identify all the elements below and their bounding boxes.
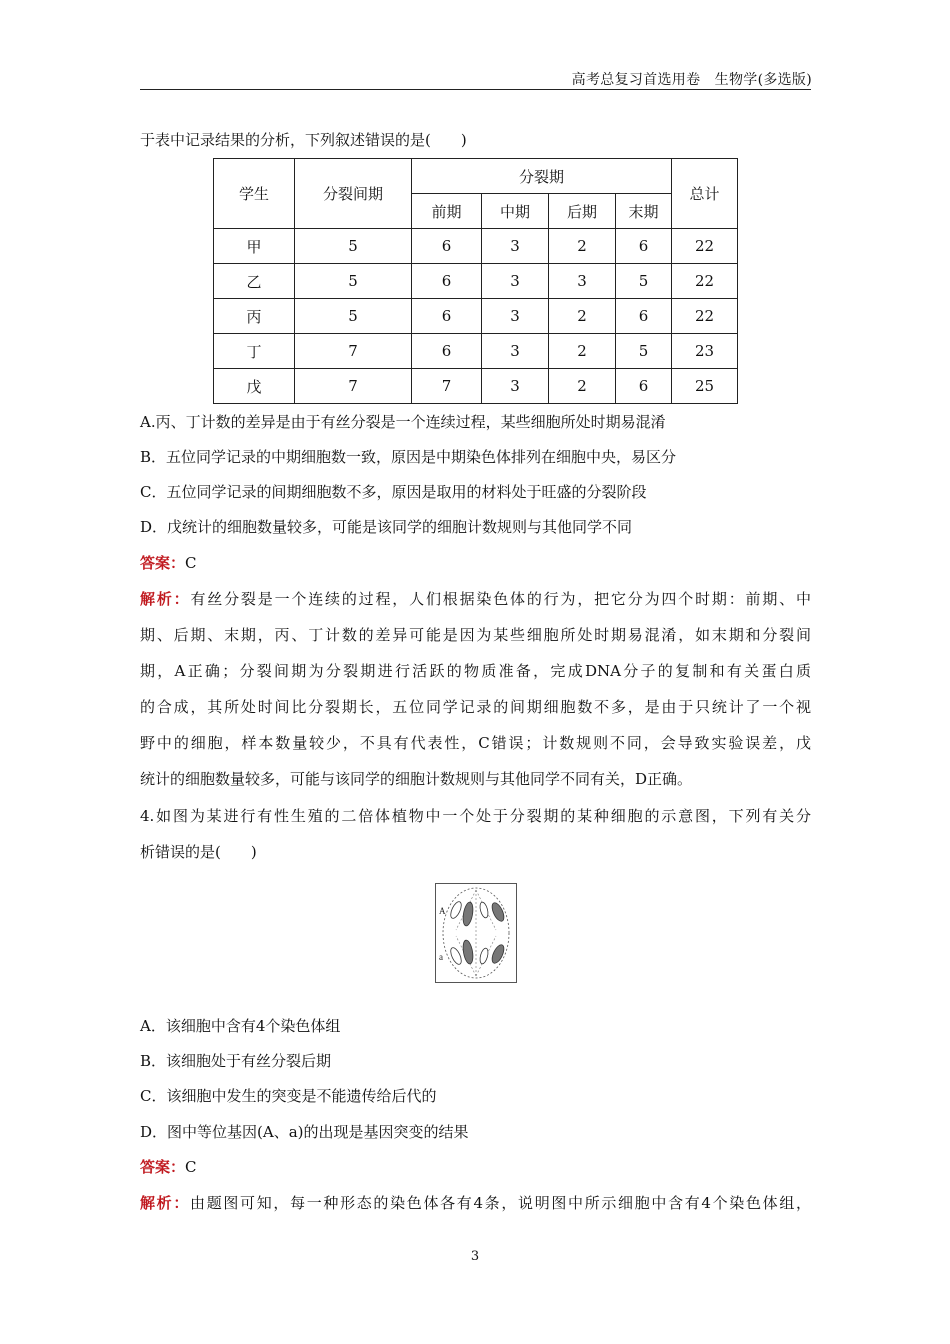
cell-telophase: 6 (616, 299, 672, 334)
cell-student: 乙 (214, 264, 295, 299)
q3-analysis-line: 期、后期、末期，丙、丁计数的差异可能是因为某些细胞所处时期易混淆，如末期和分裂间 (140, 626, 811, 644)
answer-label: 答案： (140, 1158, 186, 1176)
chromosome (479, 947, 490, 964)
answer-label: 答案： (140, 554, 186, 572)
chromosome (490, 943, 507, 965)
cell-prophase: 7 (412, 369, 482, 404)
cell-prophase: 6 (412, 229, 482, 264)
cell-metaphase: 3 (482, 264, 549, 299)
header-division: 分裂期 (412, 159, 672, 194)
q4-answer (140, 1156, 197, 1177)
analysis-label: 解析： (140, 590, 191, 608)
cell-division-figure (435, 883, 517, 983)
page-number: 3 (470, 1249, 480, 1264)
q3-analysis-line: 野中的细胞，样本数量较少，不具有代表性，C错误；计数规则不同，会导致实验误差，戊 (140, 734, 811, 752)
cell-total: 22 (672, 299, 738, 334)
cell-prophase: 6 (412, 264, 482, 299)
header-phase: 中期 (482, 194, 549, 229)
q3-option-a: A.丙、丁计数的差异是由于有丝分裂是一个连续过程，某些细胞所处时期易混淆 (140, 413, 666, 431)
cell-prophase: 6 (412, 334, 482, 369)
chromosome (461, 939, 474, 964)
q3-option-b: B．五位同学记录的中期细胞数一致，原因是中期染色体排列在细胞中央，易区分 (140, 448, 677, 466)
cell-anaphase: 2 (549, 299, 616, 334)
cell-anaphase: 2 (549, 369, 616, 404)
analysis-label: 解析： (140, 1194, 191, 1212)
header-student: 学生 (214, 159, 295, 229)
cell-interphase: 5 (295, 299, 412, 334)
cell-total: 25 (672, 369, 738, 404)
cell-total: 22 (672, 264, 738, 299)
running-header: 高考总复习首选用卷 生物学(多选版) (571, 72, 812, 88)
cell-metaphase: 3 (482, 369, 549, 404)
cell-interphase: 7 (295, 334, 412, 369)
header-phase: 后期 (549, 194, 616, 229)
analysis-text: 有丝分裂是一个连续的过程，人们根据染色体的行为，把它分为四个时期：前期、中 (190, 590, 811, 608)
q4-option-b: B．该细胞处于有丝分裂后期 (140, 1052, 332, 1070)
q4-stem-line: 4.如图为某进行有性生殖的二倍体植物中一个处于分裂期的某种细胞的示意图，下列有关分 (140, 807, 811, 825)
header-rule (140, 89, 811, 90)
chromosome (449, 946, 464, 966)
cell-total: 22 (672, 229, 738, 264)
answer-value: C (185, 554, 197, 572)
cell-telophase: 6 (616, 229, 672, 264)
cell-anaphase: 2 (549, 334, 616, 369)
q3-analysis-line: 期，A正确；分裂间期为分裂期进行活跃的物质准备，完成DNA分子的复制和有关蛋白质 (140, 662, 811, 680)
header-phase: 末期 (616, 194, 672, 229)
q4-option-d: D．图中等位基因(A、a)的出现是基因突变的结果 (140, 1123, 469, 1141)
chromosome (449, 900, 464, 920)
cell-student: 戊 (214, 369, 295, 404)
q4-stem-line: 析错误的是( ) (140, 843, 257, 861)
table-row (214, 264, 738, 299)
cell-anaphase: 3 (549, 264, 616, 299)
cell-student: 丁 (214, 334, 295, 369)
cell-student: 甲 (214, 229, 295, 264)
cell-anaphase: 2 (549, 229, 616, 264)
header-total: 总计 (672, 159, 738, 229)
cell-student: 丙 (214, 299, 295, 334)
q4-option-c: C．该细胞中发生的突变是不能遗传给后代的 (140, 1087, 437, 1105)
q3-analysis-line: 统计的细胞数量较多，可能与该同学的细胞计数规则与其他同学不同有关，D正确。 (140, 770, 693, 788)
q3-option-c: C．五位同学记录的间期细胞数不多，原因是取用的材料处于旺盛的分裂阶段 (140, 483, 647, 501)
table-row (214, 299, 738, 334)
table-row (214, 229, 738, 264)
cell-prophase: 6 (412, 299, 482, 334)
cell-metaphase: 3 (482, 229, 549, 264)
cell-interphase: 5 (295, 229, 412, 264)
cell-interphase: 5 (295, 264, 412, 299)
cell-telophase: 6 (616, 369, 672, 404)
question-intro: 于表中记录结果的分析，下列叙述错误的是( ) (140, 131, 467, 149)
chromosome (461, 901, 474, 926)
header-phase: 前期 (412, 194, 482, 229)
anaphase-cell-diagram (436, 884, 516, 982)
chromosome (490, 901, 507, 923)
spindle-outline (443, 888, 509, 978)
cell-telophase: 5 (616, 334, 672, 369)
header-interphase: 分裂间期 (295, 159, 412, 229)
q4-option-a: A．该细胞中含有4个染色体组 (140, 1017, 341, 1035)
gene-label-upper: A (439, 906, 446, 916)
q4-analysis-line (140, 1192, 811, 1213)
table-row (214, 369, 738, 404)
q3-option-d: D．戊统计的细胞数量较多，可能是该同学的细胞计数规则与其他同学不同 (140, 518, 633, 536)
table-row (214, 334, 738, 369)
cell-interphase: 7 (295, 369, 412, 404)
cell-telophase: 5 (616, 264, 672, 299)
q3-answer (140, 552, 197, 573)
gene-label-lower: a (439, 952, 443, 962)
q3-analysis-line: 的合成，其所处时间比分裂期长，五位同学记录的间期细胞数不多，是由于只统计了一个视 (140, 698, 811, 716)
analysis-text: 由题图可知，每一种形态的染色体各有4条，说明图中所示细胞中含有4个染色体组， (190, 1194, 811, 1212)
cell-count-table (213, 158, 738, 404)
chromosome (479, 901, 490, 918)
q3-analysis-line (140, 588, 811, 609)
cell-total: 23 (672, 334, 738, 369)
cell-metaphase: 3 (482, 299, 549, 334)
answer-value: C (185, 1158, 197, 1176)
cell-metaphase: 3 (482, 334, 549, 369)
